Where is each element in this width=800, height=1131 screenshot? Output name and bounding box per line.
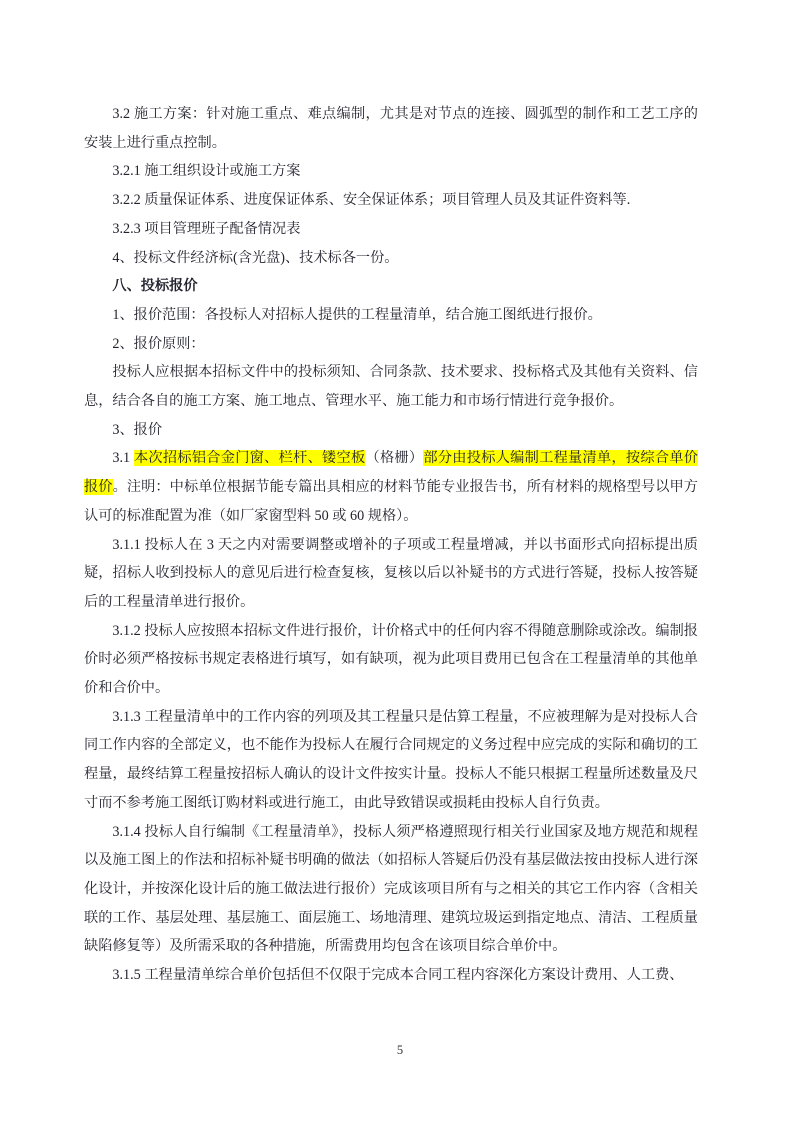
- text-segment: 3.2.1 施工组织设计或施工方案: [112, 163, 301, 180]
- page-number: 5: [396, 1043, 404, 1057]
- page-footer: [0, 1042, 800, 1058]
- text-segment: 投标人应根据本招标文件中的投标须知、合同条款、技术要求、投标格式及其他有关资料、信息，结合各自的施工方案、施工地点、管理水平、施工能力和市场行情进行竞争报价。: [84, 364, 698, 410]
- text-segment: 3.1: [112, 450, 134, 467]
- para-3-1-3: [84, 703, 698, 818]
- para-8-3: [84, 416, 698, 445]
- para-3-2-1: [84, 157, 698, 186]
- text-segment: 2、报价原则：: [112, 335, 205, 352]
- text-segment: 3.1.4 投标人自行编制《工程量清单》，投标人须严格遵照现行相关行业国家及地方规范和规程以及施工图上的作法和招标补疑书明确的做法（如招标人答疑后仍没有基层做法按由投标人进行深化设计，并按深化设计后的施工做法进行报价）完成该项目所有与之相关的其它工作内容（含相关联的工作、基层处理、基层施工、面层施工、场地清理、建筑垃圾运到指定地点、清洁、工程质量缺陷修复等）及所需采取的各种措施，所需费用均包含在该项目综合单价中。: [84, 823, 698, 955]
- text-segment: 1、报价范围：各投标人对招标人提供的工程量清单，结合施工图纸进行报价。: [112, 306, 602, 323]
- text-segment: 3.2 施工方案：针对施工重点、难点编制，尤其是对节点的连接、圆弧型的制作和工艺工序的安装上进行重点控制。: [84, 106, 698, 151]
- text-segment: 。注明：中标单位根据节能专篇出具相应的材料节能专业报告书，所有材料的规格型号以甲方认可的标准配置为准（如厂家窗型料 50 或 60 规格）。: [84, 479, 698, 524]
- para-3-2: [84, 100, 698, 157]
- para-3-1-2: [84, 617, 698, 703]
- text-segment: 3.1.3 工程量清单中的工作内容的列项及其工程量只是估算工程量，不应被理解为是对投标人合同工作内容的全部定义，也不能作为投标人在履行合同规定的义务过程中应完成的实际和确切的工程量，最终结算工程量按招标人确认的设计文件按实计量。投标人不能只根据工程量所述数量及尺寸而不参考施工图纸订购材料或进行施工，由此导致错误或损耗由投标人自行负责。: [84, 708, 698, 811]
- para-3-1-4: [84, 818, 698, 962]
- para-4: [84, 244, 698, 273]
- heading-8-toubiao-baojia: [84, 272, 698, 301]
- para-3-2-3: [84, 215, 698, 244]
- text-segment: 3.2.3 项目管理班子配备情况表: [112, 220, 301, 237]
- text-segment: 3.1.1 投标人在 3 天之内对需要调整或增补的子项或工程量增减，并以书面形式向招标提出质疑，招标人收到投标人的意见后进行检查复核，复核以后以补疑书的方式进行答疑，投标人按答疑后的工程量清单进行报价。: [84, 536, 698, 610]
- para-3-2-2: [84, 186, 698, 215]
- para-8-2-body: [84, 358, 698, 415]
- para-3-1-1: [84, 531, 698, 617]
- para-8-2: [84, 330, 698, 359]
- highlighted-text-segment: 部分由投标人编制工程量清单，按综合单价报价: [84, 450, 698, 496]
- text-segment: 八、投标报价: [112, 278, 198, 295]
- para-3-1: [84, 444, 698, 530]
- document-body: [84, 100, 698, 990]
- highlighted-text-segment: 本次招标铝合金门窗、栏杆、镂空板: [133, 450, 366, 467]
- text-segment: 3、报价: [112, 421, 163, 438]
- text-segment: 3.2.2 质量保证体系、进度保证体系、安全保证体系；项目管理人员及其证件资料等.: [112, 192, 631, 209]
- text-segment: （格栅）: [365, 450, 424, 467]
- para-3-1-5: [84, 961, 698, 990]
- text-segment: 3.1.2 投标人应按照本招标文件进行报价，计价格式中的任何内容不得随意删除或涂改。编制报价时必须严格按标书规定表格进行填写，如有缺项，视为此项目费用已包含在工程量清单的其他单价和合价中。: [84, 622, 698, 697]
- text-segment: 3.1.5 工程量清单综合单价包括但不仅限于完成本合同工程内容深化方案设计费用、人工费、: [112, 967, 684, 984]
- para-8-1: [84, 301, 698, 330]
- text-segment: 4、投标文件经济标(含光盘)、技术标各一份。: [112, 249, 399, 266]
